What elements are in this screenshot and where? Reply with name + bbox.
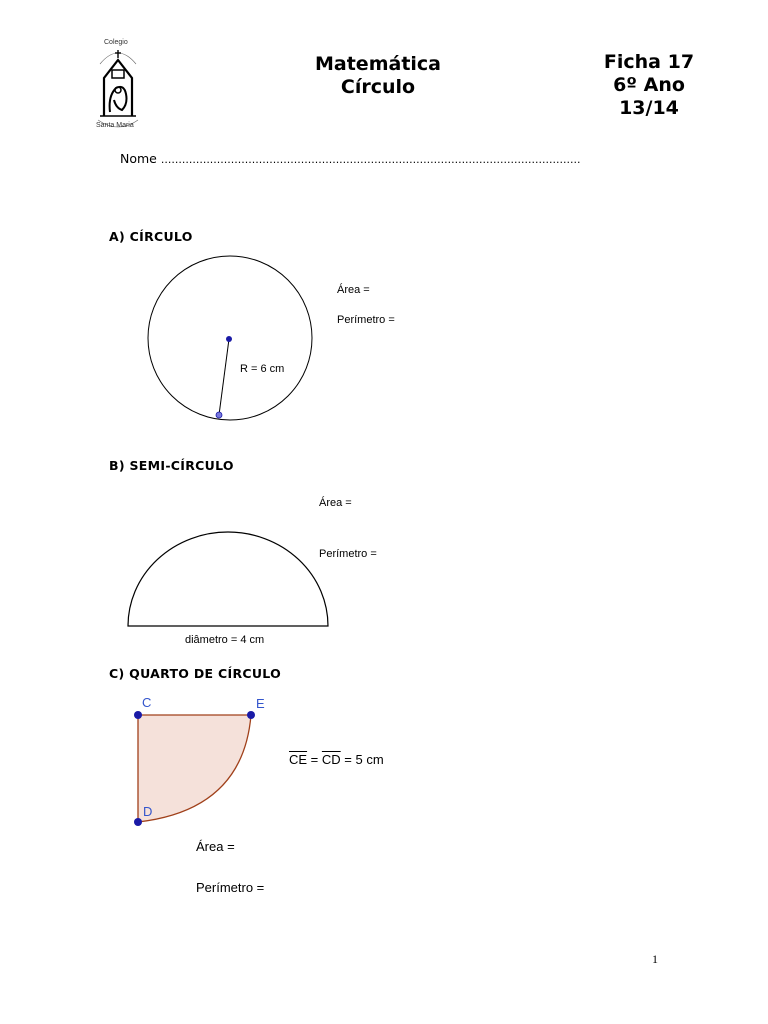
center-point xyxy=(226,336,232,342)
circle-area-label: Área = xyxy=(337,284,370,296)
logo-icon xyxy=(92,38,144,134)
segment-ce: $\overline{CE}$ xyxy=(289,752,308,767)
point-c-label: C xyxy=(142,695,152,710)
page-subject: Matemática xyxy=(315,53,441,75)
point-d xyxy=(134,818,142,826)
point-e-label: E xyxy=(256,696,265,711)
quarter-area-label: Área = xyxy=(196,839,235,854)
radius-label: R = 6 cm xyxy=(240,363,285,375)
point-c xyxy=(134,711,142,719)
name-label: Nome xyxy=(120,151,157,166)
semicircle-figure xyxy=(120,520,340,632)
segment-equation xyxy=(289,752,384,767)
sheet-number: Ficha 17 xyxy=(603,51,695,73)
section-b-title: B) SEMI-CÍRCULO xyxy=(109,458,234,473)
quarter-perimeter-label: Perímetro = xyxy=(196,880,265,895)
circle-figure xyxy=(130,250,410,440)
point-d-label: D xyxy=(143,804,153,819)
semicircle-perimeter-label: Perímetro = xyxy=(319,548,377,560)
logo-top-text: Colegio xyxy=(104,39,128,46)
equation-value: = 5 cm xyxy=(340,752,384,767)
point-e xyxy=(247,711,255,719)
section-c-title: C) QUARTO DE CÍRCULO xyxy=(109,666,282,681)
diameter-label: diâmetro = 4 cm xyxy=(185,634,265,646)
section-a-title: A) CÍRCULO xyxy=(109,229,193,244)
page-number: 1 xyxy=(652,952,658,966)
circle-perimeter-label: Perímetro = xyxy=(337,314,395,326)
grade-label: 6º Ano xyxy=(613,74,685,96)
edge-point xyxy=(216,412,222,418)
name-field[interactable] xyxy=(120,151,580,166)
school-year: 13/14 xyxy=(619,97,679,119)
school-logo xyxy=(92,38,144,134)
page-topic: Círculo xyxy=(340,76,416,98)
radius-line xyxy=(219,339,229,415)
quarter-circle-shape xyxy=(138,715,251,822)
semicircle-arc xyxy=(128,532,328,626)
segment-cd: $\overline{CD}$ xyxy=(321,752,341,767)
semicircle-area-label: Área = xyxy=(319,497,352,509)
equation-equals: = xyxy=(307,752,322,767)
logo-bottom-text: Santa Maria xyxy=(96,122,134,129)
name-dots: ........................................................................................................................ xyxy=(160,153,581,166)
